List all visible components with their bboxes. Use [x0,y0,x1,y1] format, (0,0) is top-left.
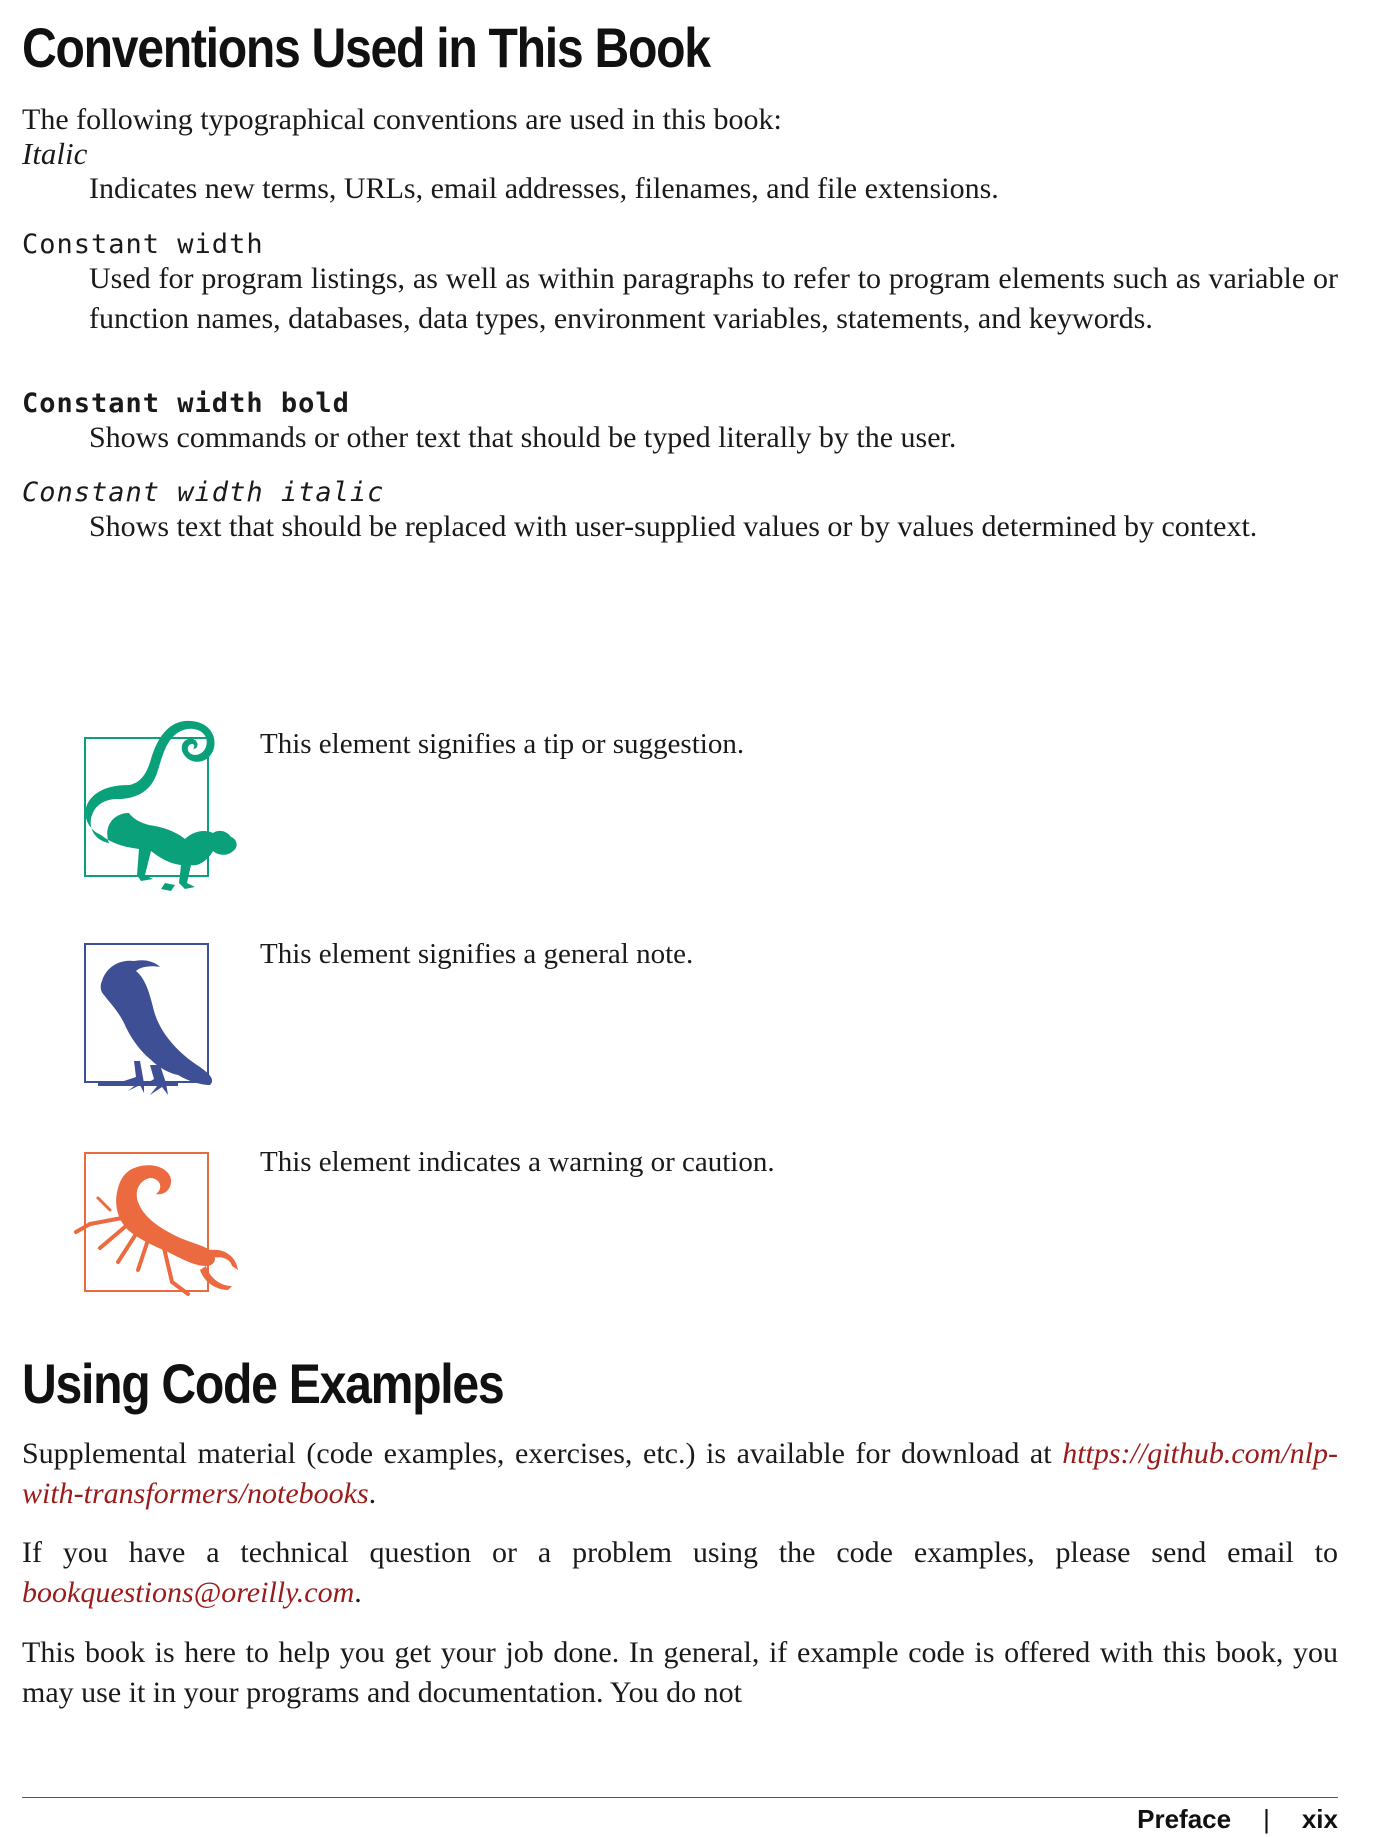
code-examples-para-3: This book is here to help you get your job done. In general, if example code is offered with this book, you may use it in your programs and documentation. You do not [22,1636,1338,1709]
conventions-intro: The following typographical conventions are used in this book: [22,103,782,136]
convention-desc-constant-width-italic: Shows text that should be replaced with user-supplied values or by values determined by context. [89,510,1258,543]
crow-note-icon [84,955,244,1105]
para-2-end: . [354,1576,362,1609]
scorpion-warning-icon [60,1158,250,1308]
convention-desc-italic: Indicates new terms, URLs, email addresses, filenames, and file extensions. [89,172,999,205]
github-notebooks-link[interactable]: https://github.com/nlp-with-transformers/notebooks [22,1437,1339,1510]
para-2-text: If you have a technical question or a problem using the code examples, please send email to [22,1536,1338,1569]
section-heading-conventions: Conventions Used in This Book [22,16,710,79]
para-1-text: Supplemental material (code examples, exercises, etc.) is available for download at [22,1437,1052,1470]
convention-desc-constant-width-bold: Shows commands or other text that should be typed literally by the user. [89,421,957,454]
code-examples-para-1 [22,1434,1338,1514]
convention-term-italic: Italic [22,136,88,171]
convention-term-constant-width-bold: Constant width bold [22,388,350,419]
footer-section-title: Preface [1137,1804,1232,1834]
convention-term-constant-width: Constant width [22,229,264,260]
book-page [22,0,1338,1837]
para-1-end: . [368,1477,377,1510]
page-footer [1137,1804,1338,1834]
footer-separator: | [1263,1804,1270,1834]
admonition-note-text: This element signifies a general note. [260,938,694,970]
convention-desc-constant-width: Used for program listings, as well as within paragraphs to refer to program elements such as variable or function names, databases, data types, environment variables, statements, and keywords. [89,262,1338,335]
admonition-tip-text: This element signifies a tip or suggestion. [260,728,745,760]
lemur-tip-icon [67,715,242,900]
footer-page-number: xix [1301,1804,1338,1834]
admonition-warning-text: This element indicates a warning or caution. [260,1146,775,1178]
footer-divider [22,1797,1338,1798]
convention-term-constant-width-italic: Constant width italic [22,477,385,508]
code-examples-para-2 [22,1533,1338,1613]
bookquestions-email-link[interactable]: bookquestions@oreilly.com [22,1576,355,1609]
section-heading-code-examples: Using Code Examples [22,1352,504,1415]
